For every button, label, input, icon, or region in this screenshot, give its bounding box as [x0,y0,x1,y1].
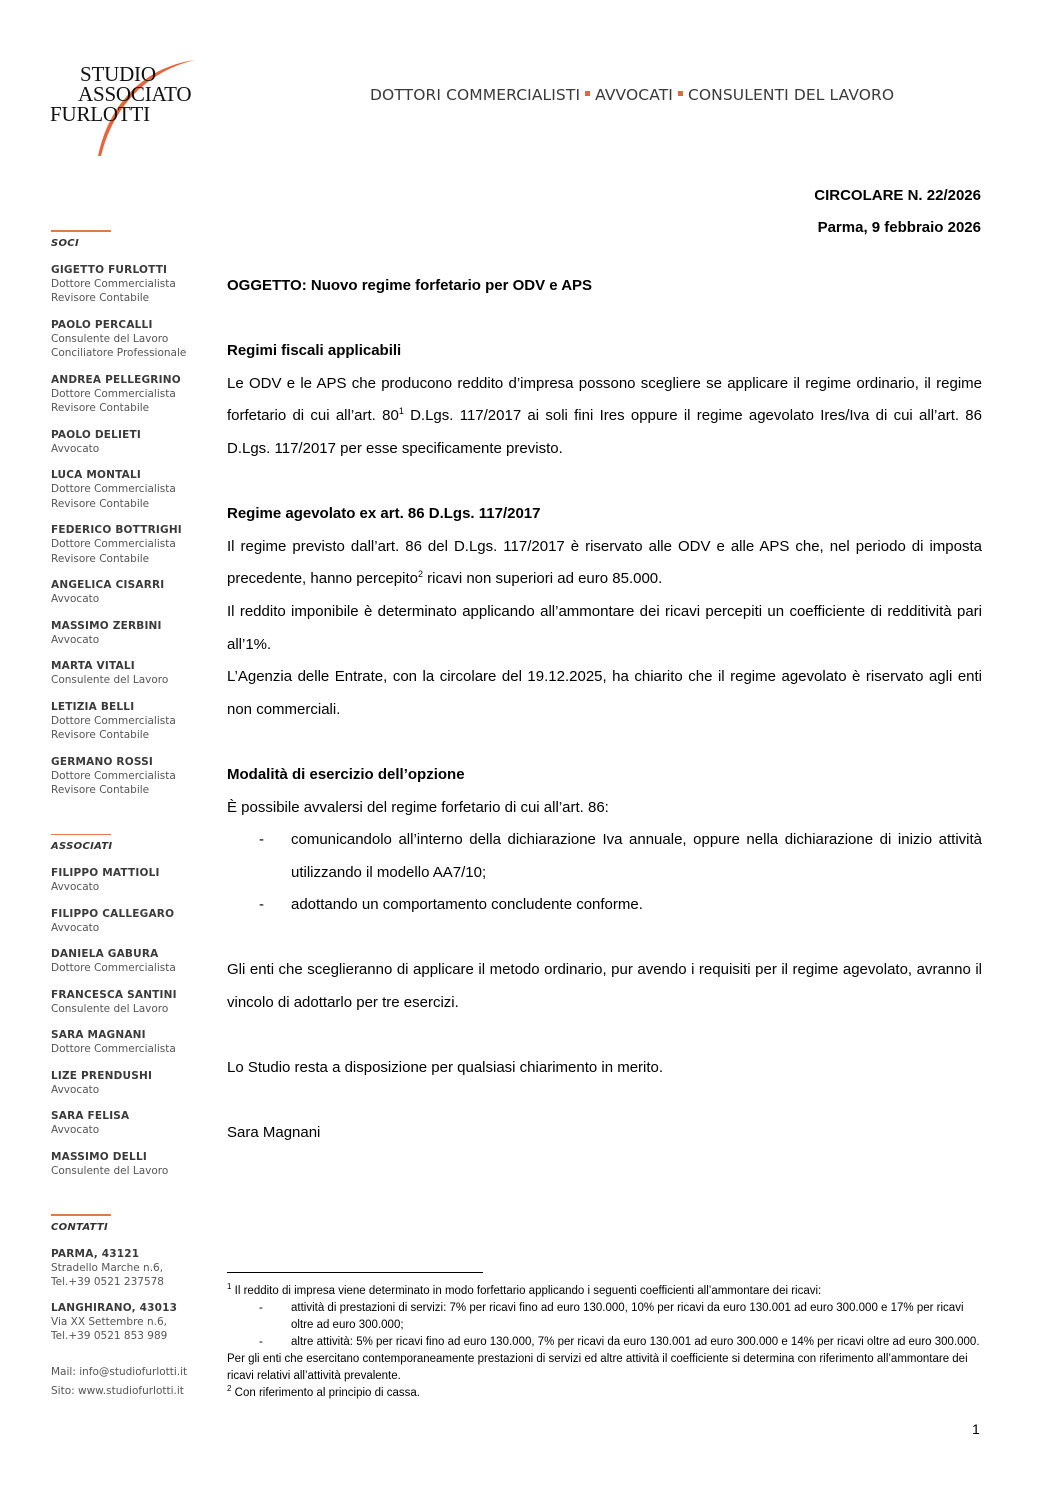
partner-entry [51,947,221,976]
contatti-heading: CONTATTI [51,1221,109,1233]
paragraph: È possibile avvalersi del regime forfetario di cui all’art. 86: [227,798,609,816]
paragraph: Il reddito imponibile è determinato applicando all’ammontare dei ricavi percepiti un coefficiente di redditività pari all’1%. [227,602,982,653]
partner-role: Consulente del Lavoro [51,1002,169,1015]
partner-role: Avvocato [51,881,100,893]
partner-role: Dottore Commercialista [51,1043,176,1055]
signature: Sara Magnani [227,1124,321,1142]
partner-role: Conciliatore Professionale [51,347,187,359]
partner-name: LETIZIA BELLI [51,700,135,713]
page-number: 1 [972,1421,980,1437]
partner-role: Avvocato [51,1124,100,1136]
partner-entry [51,755,221,798]
footnote-ref[interactable]: 2 [417,569,423,580]
option-list [227,824,982,922]
document-body [227,270,982,1150]
partner-role: Revisore Contabile [51,729,150,741]
contact-site-link[interactable]: Sito: www.studiofurlotti.it [51,1384,184,1397]
partner-entry [51,659,221,688]
office-detail: Stradello Marche n.6, [51,1261,164,1274]
office-detail: Tel.+39 0521 237578 [51,1275,164,1288]
partner-role: Dottore Commercialista [51,387,176,400]
office-detail: Tel.+39 0521 853 989 [51,1329,168,1342]
partner-entry [51,619,221,648]
list-item [227,824,982,889]
partner-role: Avvocato [51,921,100,934]
partner-entry [51,523,221,566]
bullet-dash-icon: - [259,1302,263,1314]
partner-name: MASSIMO ZERBINI [51,619,162,632]
partner-entry [51,578,221,607]
footnote-ref[interactable]: 1 [398,406,404,417]
paragraph [227,531,982,596]
partner-name: MASSIMO DELLI [51,1150,147,1163]
contact-office [51,1301,221,1343]
tagline-part: AVVOCATI [595,86,673,104]
footnote-1 [227,1283,982,1300]
divider [51,834,111,836]
partner-role: Dottore Commercialista [51,962,176,974]
list-item [227,1334,982,1351]
associati-list [51,866,221,1178]
paragraph-text: ricavi non superiori ad euro 85.000. [423,570,663,588]
circolare-number: CIRCOLARE N. 22/2026 [814,187,981,204]
partner-role: Dottore Commercialista [51,769,176,782]
partner-entry [51,988,221,1017]
office-name: PARMA, 43121 [51,1247,140,1260]
partner-entry [51,428,221,457]
partner-role: Revisore Contabile [51,552,150,565]
partner-entry [51,1150,221,1179]
partner-role: Dottore Commercialista [51,714,176,727]
partner-entry [51,700,221,743]
partner-role: Consulente del Lavoro [51,1164,169,1177]
partner-entry [51,1028,221,1057]
tagline-part: DOTTORI COMMERCIALISTI [370,86,581,104]
partner-name: ANDREA PELLEGRINO [51,373,181,386]
partner-name: SARA MAGNANI [51,1029,146,1041]
footnote-number: 2 [227,1384,232,1394]
partner-name: LUCA MONTALI [51,469,141,481]
divider [51,1214,111,1216]
partner-role: Revisore Contabile [51,402,150,414]
closing-paragraph: Lo Studio resta a disposizione per qualsiasi chiarimento in merito. [227,1059,664,1077]
paragraph: L’Agenzia delle Entrate, con la circolare del 19.12.2025, ha chiarito che il regime agevolato è riservato agli enti non commerciali. [227,668,982,718]
list-item [227,889,982,922]
paragraph-text: D.Lgs. 117/2017 ai soli fini Ires oppure il regime agevolato Ires/Iva di cui all’art. 86 D.Lgs. 117/2017 per esse specificamente previsto. [227,407,982,457]
office-detail: Via XX Settembre n.6, [51,1315,167,1328]
partner-name: FILIPPO CALLEGARO [51,907,175,920]
separator-square-icon [585,91,590,96]
partner-name: PAOLO PERCALLI [51,318,153,331]
partner-role: Dottore Commercialista [51,277,176,290]
bullet-dash-icon: - [259,831,264,849]
footnotes [227,1283,982,1402]
partner-entry [51,263,221,306]
document-reference [814,180,981,244]
partner-role: Avvocato [51,1083,100,1096]
partner-entry [51,866,221,895]
document-date: Parma, 9 febbraio 2026 [817,219,981,236]
partner-role: Dottore Commercialista [51,483,176,495]
partner-name: PAOLO DELIETI [51,428,142,441]
partner-name: ANGELICA CISARRI [51,579,165,591]
partner-entry [51,468,221,511]
footnote-1-tail: Per gli enti che esercitano contemporaneamente prestazioni di servizi ed altre attività il coefficiente si determina con riferimento all’ammontare dei ricavi relativi all’attività prevalente. [227,1353,968,1382]
contatti-list [51,1247,221,1343]
partner-role: Revisore Contabile [51,497,150,510]
list-item-text: altre attività: 5% per ricavi fino ad euro 130.000, 7% per ricavi da euro 130.001 ad euro 300.000 e 14% per ricavi oltre ad euro 300.000. [291,1336,980,1348]
partner-entry [51,907,221,936]
divider [51,230,111,232]
partner-role: Avvocato [51,593,100,605]
partner-name: DANIELA GABURA [51,948,159,960]
subject-line: OGGETTO: Nuovo regime forfetario per ODV e APS [227,277,593,294]
contact-office [51,1247,221,1289]
separator-square-icon [678,91,683,96]
partner-name: GIGETTO FURLOTTI [51,263,168,276]
associati-heading: ASSOCIATI [51,841,113,852]
section-heading: Modalità di esercizio dell’opzione [227,765,465,783]
partner-role: Dottore Commercialista [51,538,176,550]
paragraph-text: Le ODV e le APS che producono reddito d’impresa possono scegliere se applicare il regime ordinario, il regime forfetario di cui all’art. 80 [227,374,982,425]
partner-role: Avvocato [51,442,100,455]
list-item [227,1300,982,1334]
header-tagline [370,86,894,104]
list-item-text: adottando un comportamento concludente conforme. [291,896,643,914]
soci-heading: SOCI [51,237,79,249]
partner-role: Avvocato [51,633,100,646]
section-heading: Regime agevolato ex art. 86 D.Lgs. 117/2017 [227,505,541,523]
studio-logo [50,58,220,158]
bullet-dash-icon: - [259,896,264,914]
paragraph [227,368,982,466]
partner-name: GERMANO ROSSI [51,755,153,768]
sidebar [51,230,221,1401]
bullet-dash-icon: - [259,1336,263,1348]
contact-mail-link[interactable]: Mail: info@studiofurlotti.it [51,1365,188,1378]
section-heading: Regimi fiscali applicabili [227,342,402,360]
list-item-text: attività di prestazioni di servizi: 7% per ricavi fino ad euro 130.000, 10% per ricavi da euro 130.001 ad euro 300.000 e 17% per ricavi oltre ad euro 300.000; [291,1302,964,1331]
tagline-part: CONSULENTI DEL LAVORO [687,86,895,104]
office-name: LANGHIRANO, 43013 [51,1301,178,1314]
paragraph-text: Il regime previsto dall’art. 86 del D.Lgs. 117/2017 è riservato alle ODV e alle APS che, nel periodo di imposta precedente, hanno percepito [227,537,982,588]
footnote-1-list [227,1300,982,1351]
list-item-text: comunicandolo all’interno della dichiarazione Iva annuale, oppure nella dichiarazione di inizio attività utilizzando il modello AA7/10; [291,831,982,881]
logo-line-1: STUDIO [80,62,156,86]
partner-entry [51,318,221,361]
partner-name: FILIPPO MATTIOLI [51,867,160,879]
footnote-text: Il reddito di impresa viene determinato in modo forfettario applicando i seguenti coefficienti all’ammontare dei ricavi: [231,1285,822,1297]
partner-role: Revisore Contabile [51,784,150,796]
logo-line-3: FURLOTTI [50,102,150,126]
partner-entry [51,1109,221,1138]
partner-name: SARA FELISA [51,1110,130,1122]
paragraph: Gli enti che sceglieranno di applicare il metodo ordinario, pur avendo i requisiti per il regime agevolato, avranno il vincolo di adottarlo per tre esercizi. [227,961,982,1012]
partner-name: LIZE PRENDUSHI [51,1069,153,1082]
footnote-divider [227,1272,483,1273]
partner-name: FRANCESCA SANTINI [51,988,177,1001]
partner-name: MARTA VITALI [51,660,135,672]
partner-name: FEDERICO BOTTRIGHI [51,524,182,536]
partner-role: Consulente del Lavoro [51,332,169,345]
footnote-2 [227,1385,982,1402]
partner-entry [51,373,221,416]
soci-list [51,263,221,798]
partner-role: Revisore Contabile [51,292,150,304]
footnote-number: 1 [227,1282,232,1292]
footnote-text: Con riferimento al principio di cassa. [231,1387,421,1399]
logo-line-2: ASSOCIATO [78,82,192,106]
partner-entry [51,1069,221,1098]
partner-role: Consulente del Lavoro [51,674,169,686]
